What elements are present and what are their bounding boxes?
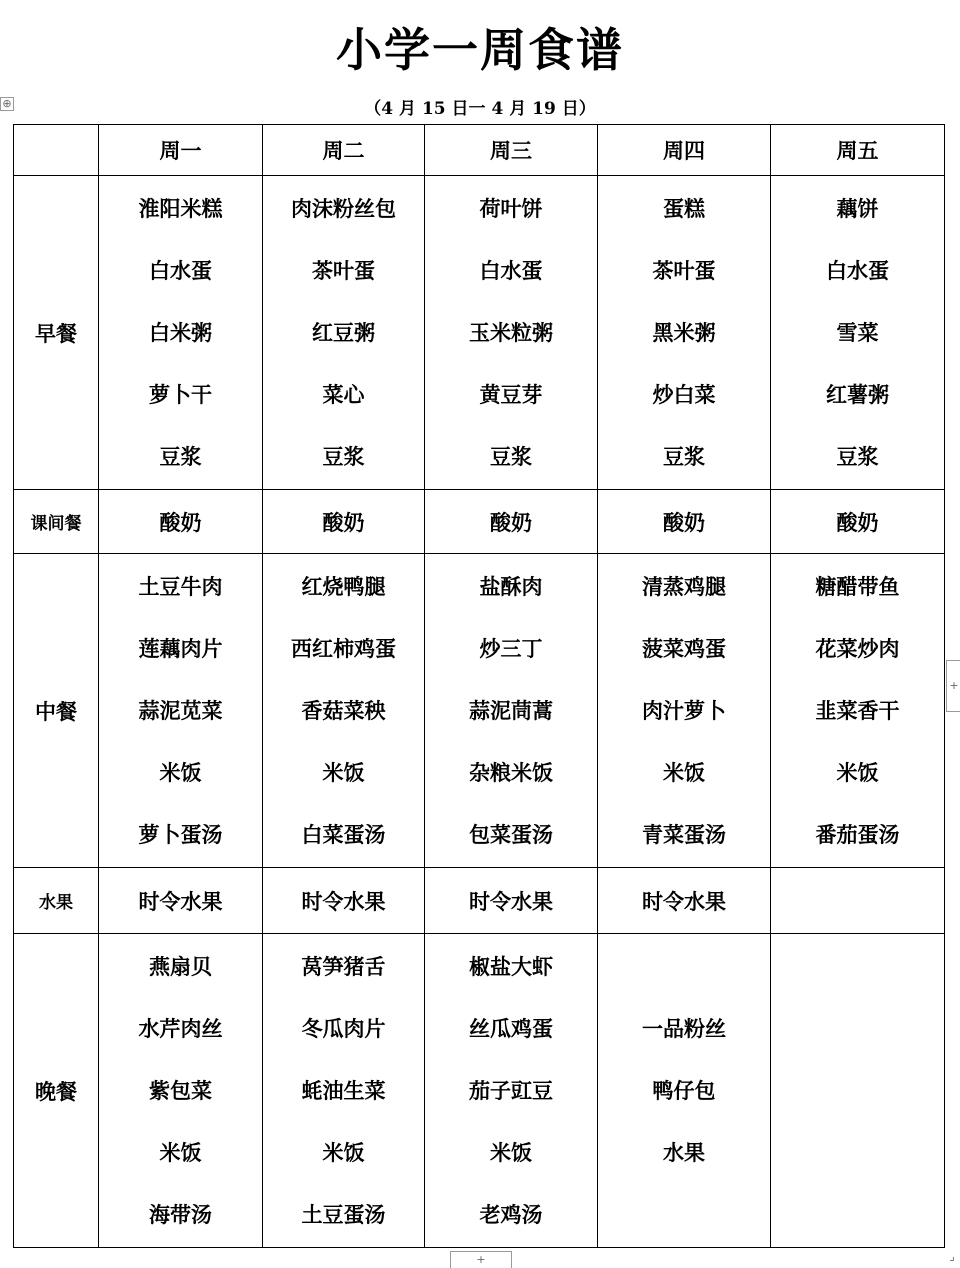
dinner-cell (771, 934, 945, 1248)
fruit-cell (771, 868, 945, 934)
dish-item: 韭菜香干 (815, 698, 900, 723)
dish-item: 白水蛋 (149, 258, 212, 283)
meal-label-snack: 课间餐 (14, 490, 99, 554)
add-column-handle-icon[interactable]: + (946, 660, 960, 712)
day-header-thu: 周四 (598, 125, 771, 176)
dish-item: 炒三丁 (479, 636, 543, 661)
dish-item: 西红柿鸡蛋 (291, 636, 396, 661)
fruit-row (14, 868, 945, 934)
dish-item: 燕扇贝 (149, 954, 212, 979)
dinner-cell (425, 934, 598, 1248)
breakfast-cell (771, 176, 945, 490)
weekly-menu-table (13, 124, 945, 1248)
fruit-cell: 时令水果 (263, 868, 425, 934)
lunch-cell (425, 554, 598, 868)
dish-item: 雪菜 (836, 320, 879, 345)
lunch-cell (99, 554, 263, 868)
dish-item: 水芹肉丝 (138, 1016, 223, 1041)
snack-cell: 酸奶 (598, 490, 771, 554)
corner-cell (14, 125, 99, 176)
meal-label-fruit: 水果 (14, 868, 99, 934)
dish-item: 豆浆 (836, 444, 879, 469)
breakfast-cell (99, 176, 263, 490)
dish-item: 包菜蛋汤 (469, 822, 553, 847)
snack-row (14, 490, 945, 554)
dish-item: 莲藕肉片 (138, 636, 223, 661)
dish-item: 茶叶蛋 (652, 258, 716, 283)
dish-item: 豆浆 (322, 444, 365, 469)
dish-item: 菜心 (322, 382, 365, 407)
dish-item: 白菜蛋汤 (301, 822, 386, 847)
dinner-cell (263, 934, 425, 1248)
add-row-handle-icon[interactable]: + (450, 1251, 512, 1268)
table-resize-handle-icon[interactable]: ⌟ (946, 1250, 958, 1262)
dish-item: 糖醋带鱼 (815, 574, 900, 599)
table-move-handle-icon[interactable]: ⊕ (0, 97, 14, 111)
day-header-fri: 周五 (771, 125, 945, 176)
dish-item: 蒜泥茼蒿 (469, 698, 553, 723)
dish-item: 荷叶饼 (479, 196, 543, 221)
breakfast-row (14, 176, 945, 490)
dish-item: 蛋糕 (663, 196, 705, 221)
dinner-cell (99, 934, 263, 1248)
dish-item: 肉沫粉丝包 (291, 196, 396, 221)
dish-item: 花菜炒肉 (815, 636, 900, 661)
dish-item: 红薯粥 (826, 382, 889, 407)
meal-label-dinner: 晚餐 (14, 934, 99, 1248)
breakfast-cell (263, 176, 425, 490)
dish-item: 藕饼 (836, 196, 879, 221)
dish-item: 杂粮米饭 (469, 760, 553, 785)
day-header-mon: 周一 (99, 125, 263, 176)
day-header-row (14, 125, 945, 176)
dish-item: 清蒸鸡腿 (642, 574, 726, 599)
dish-item: 黄豆芽 (479, 382, 543, 407)
dish-item: 白米粥 (149, 320, 212, 345)
dish-item: 青菜蛋汤 (642, 822, 726, 847)
dish-item: 豆浆 (490, 444, 532, 469)
dish-item: 红豆粥 (312, 320, 375, 345)
dish-item: 冬瓜肉片 (301, 1016, 386, 1041)
dish-item: 香菇菜秧 (301, 698, 386, 723)
dish-item: 淮阳米糕 (138, 196, 223, 221)
dish-item: 玉米粒粥 (469, 320, 553, 345)
dish-item: 红烧鸭腿 (301, 574, 386, 599)
dish-item: 豆浆 (159, 444, 202, 469)
dish-item: 豆浆 (663, 444, 705, 469)
day-header-tue: 周二 (263, 125, 425, 176)
dish-item: 米饭 (490, 1140, 532, 1165)
dish-item: 炒白菜 (652, 382, 716, 407)
dish-item: 茄子豇豆 (469, 1078, 553, 1103)
dish-item: 土豆牛肉 (138, 574, 223, 599)
dish-item: 水果 (663, 1140, 705, 1165)
dish-item: 米饭 (159, 760, 202, 785)
snack-cell: 酸奶 (99, 490, 263, 554)
dish-item: 土豆蛋汤 (301, 1202, 386, 1227)
dish-item: 米饭 (159, 1140, 202, 1165)
dish-item: 海带汤 (149, 1202, 212, 1227)
dish-item: 萝卜干 (149, 382, 212, 407)
dish-item: 蒜泥苋菜 (138, 698, 223, 723)
dish-item: 萝卜蛋汤 (138, 822, 223, 847)
dish-item: 米饭 (322, 760, 365, 785)
dinner-cell (598, 934, 771, 1248)
dish-item: 黑米粥 (652, 320, 716, 345)
fruit-cell: 时令水果 (598, 868, 771, 934)
dish-item: 菠菜鸡蛋 (642, 636, 726, 661)
date-range: （4 月 15 日一 4 月 19 日） (364, 99, 596, 119)
breakfast-cell (425, 176, 598, 490)
dish-item: 肉汁萝卜 (642, 698, 726, 723)
dish-item: 茶叶蛋 (312, 258, 375, 283)
breakfast-cell (598, 176, 771, 490)
snack-cell: 酸奶 (771, 490, 945, 554)
meal-label-breakfast: 早餐 (14, 176, 99, 490)
dish-item: 椒盐大虾 (469, 954, 553, 979)
dish-item: 一品粉丝 (642, 1016, 726, 1041)
day-header-wed: 周三 (425, 125, 598, 176)
dinner-row (14, 934, 945, 1248)
snack-cell: 酸奶 (425, 490, 598, 554)
dish-item: 米饭 (663, 760, 705, 785)
dish-item: 莴笋猪舌 (301, 954, 386, 979)
dish-item: 米饭 (836, 760, 879, 785)
dish-item: 番茄蛋汤 (815, 822, 900, 847)
fruit-cell: 时令水果 (99, 868, 263, 934)
dish-item: 白水蛋 (826, 258, 889, 283)
meal-label-lunch: 中餐 (14, 554, 99, 868)
lunch-row (14, 554, 945, 868)
lunch-cell (771, 554, 945, 868)
dish-item: 紫包菜 (149, 1078, 212, 1103)
dish-item: 蚝油生菜 (301, 1078, 386, 1103)
dish-item: 丝瓜鸡蛋 (469, 1016, 553, 1041)
snack-cell: 酸奶 (263, 490, 425, 554)
page-title: 小学一周食谱 (336, 23, 624, 77)
lunch-cell (263, 554, 425, 868)
dish-item: 白水蛋 (479, 258, 543, 283)
lunch-cell (598, 554, 771, 868)
dish-item: 老鸡汤 (479, 1202, 543, 1227)
dish-item: 米饭 (322, 1140, 365, 1165)
fruit-cell: 时令水果 (425, 868, 598, 934)
dish-item: 盐酥肉 (479, 574, 543, 599)
dish-item: 鸭仔包 (652, 1078, 716, 1103)
